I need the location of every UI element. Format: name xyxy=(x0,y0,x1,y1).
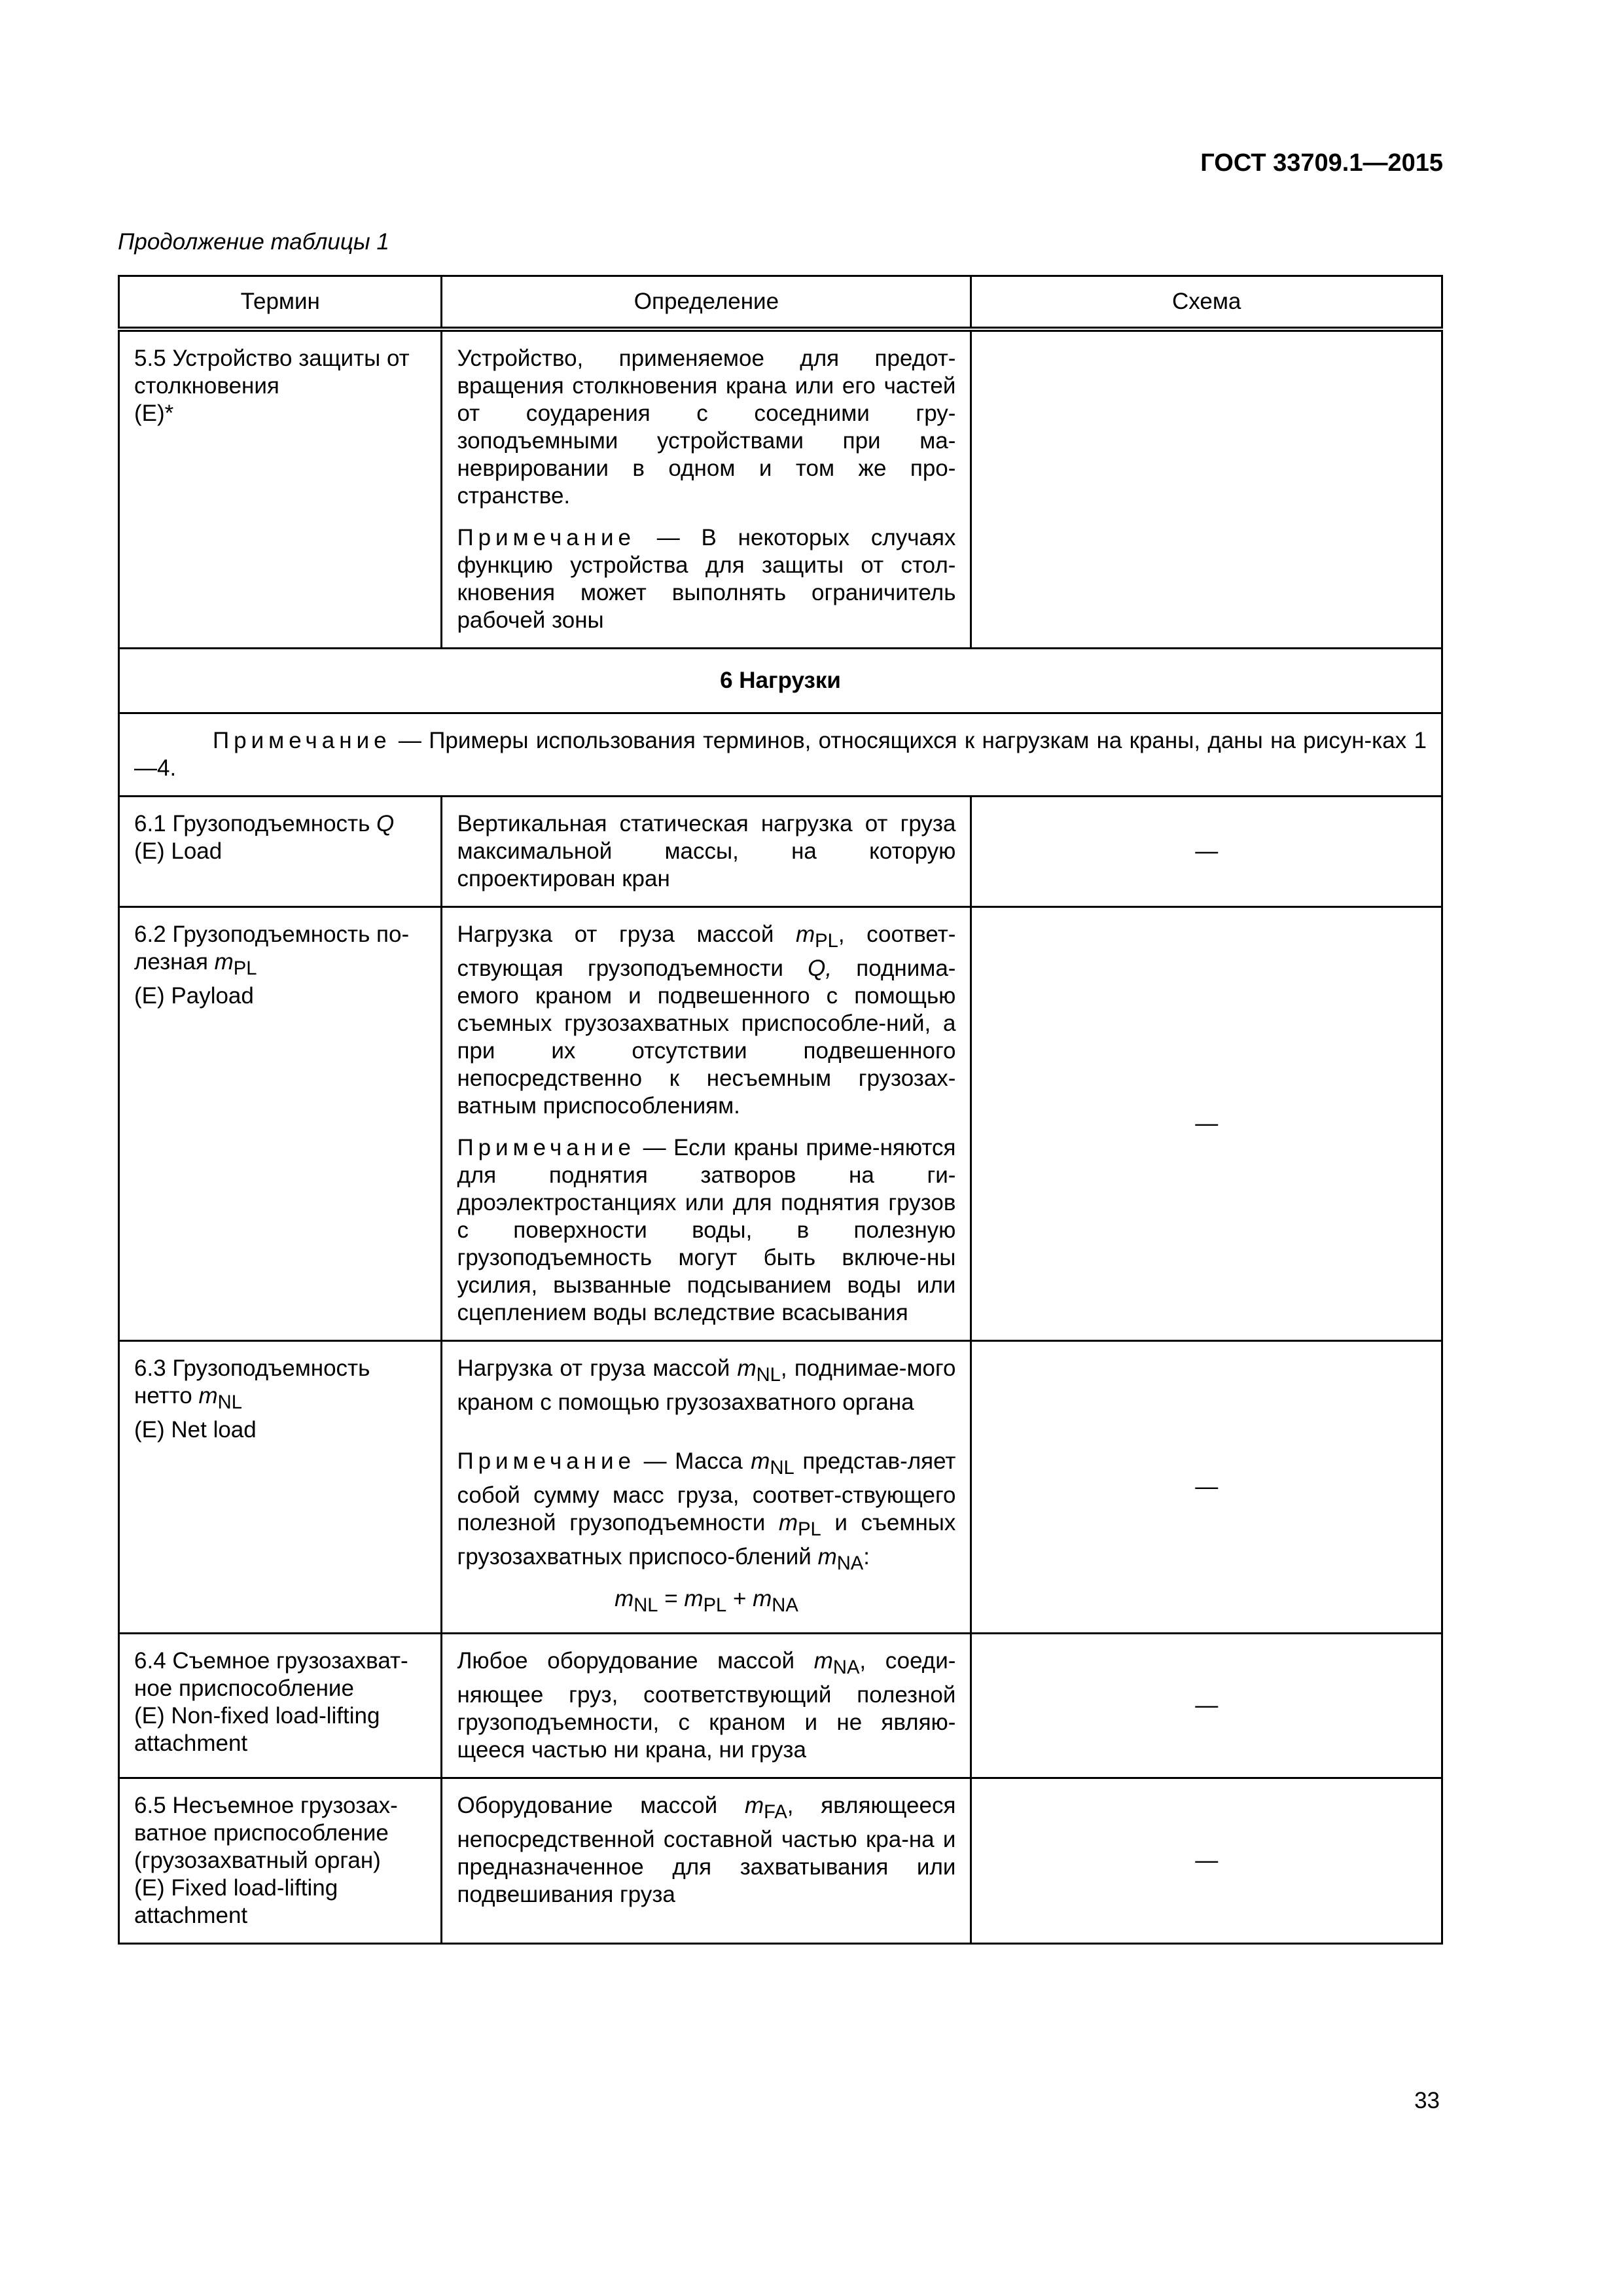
term-name xyxy=(134,810,426,838)
term-text: 6.3 Грузоподъемность нетто xyxy=(134,1355,370,1408)
table-row xyxy=(119,797,1442,907)
terms-table xyxy=(118,275,1443,1945)
section-title-row xyxy=(119,649,1442,713)
term-english: (E)* xyxy=(134,401,174,426)
schema-cell: — xyxy=(971,797,1442,907)
term-symbol: Q xyxy=(376,811,395,836)
definition-subscript: NL xyxy=(756,1365,781,1386)
note-text: — Примеры использования терминов, относящихся к нагрузкам на краны, даны на рисун-ках 1—4. xyxy=(134,728,1427,781)
term-name: 6.5 Несъемное грузозах-ватное приспособление (грузозахватный орган) xyxy=(134,1793,398,1873)
definition-symbol: m xyxy=(796,922,815,947)
table-continuation-caption: Продолжение таблицы 1 xyxy=(118,229,389,255)
note-fragment: представ-ляет собой сумму масс груза, соответ-ствующего полезной грузоподъемности xyxy=(457,1448,956,1535)
term-cell xyxy=(119,797,442,907)
table-row xyxy=(119,1778,1442,1944)
definition-text xyxy=(457,1355,955,1416)
term-cell xyxy=(119,907,442,1341)
term-english: (E) Load xyxy=(134,838,223,864)
formula-subscript: NL xyxy=(633,1595,658,1616)
header-term: Термин xyxy=(119,276,442,330)
definition-cell xyxy=(442,907,971,1341)
definition-note xyxy=(457,1134,955,1327)
definition-fragment: , соответ-ствующая грузоподъемности xyxy=(457,922,956,981)
definition-cell xyxy=(442,329,971,649)
term-name: 5.5 Устройство защиты от столкновения xyxy=(134,346,410,399)
definition-subscript: NA xyxy=(832,1657,860,1678)
term-english: (E) Non-fixed load-lifting attachment xyxy=(134,1703,380,1756)
note-label: Примечание xyxy=(457,1135,636,1160)
term-english: (E) Fixed load-lifting attachment xyxy=(134,1875,338,1928)
formula xyxy=(457,1585,955,1619)
definition-cell xyxy=(442,797,971,907)
definition-note xyxy=(457,1448,955,1577)
definition-fragment: Оборудование массой xyxy=(457,1793,745,1818)
term-symbol: m xyxy=(214,949,234,975)
table-row xyxy=(119,329,1442,649)
note-label: Примечание xyxy=(457,1448,636,1474)
schema-cell: — xyxy=(971,907,1442,1341)
definition-text: Вертикальная статическая нагрузка от груза максимальной массы, на которую спроектирован кран xyxy=(457,811,956,891)
term-symbol: m xyxy=(198,1383,218,1408)
note-label: Примечание xyxy=(213,728,391,753)
definition-fragment: , являющееся непосредственной составной частью кра-на и предназначенное для захватывания или подвешивания груза xyxy=(457,1793,956,1907)
formula-symbol: m xyxy=(615,1586,634,1611)
definition-text xyxy=(457,921,955,1120)
formula-operator: = xyxy=(658,1586,685,1611)
header-definition: Определение xyxy=(442,276,971,330)
term-name xyxy=(134,1355,426,1416)
term-english: (E) Net load xyxy=(134,1417,257,1443)
definition-symbol: m xyxy=(737,1355,757,1381)
section-title: 6 Нагрузки xyxy=(119,649,1442,713)
term-cell xyxy=(119,1778,442,1944)
definition-subscript: PL xyxy=(815,931,838,952)
schema-cell: — xyxy=(971,1778,1442,1944)
page-number: 33 xyxy=(1414,2088,1440,2113)
table-row xyxy=(119,1634,1442,1778)
note-text: — В некоторых случаях функцию устройства для защиты от стол-кновения может выполнять ограничитель рабочей зоны xyxy=(457,525,956,633)
definition-symbol: Q, xyxy=(808,956,832,981)
definition-text: Устройство, применяемое для предот-вращения столкновения крана или его частей от соударения с соседними гру-зоподъемными устройствами при ма-неврировании в одном и том же про-странстве. xyxy=(457,346,956,509)
note-text: — Если краны приме-няются для поднятия затворов на ги-дроэлектростанциях или для поднятия грузов с поверхности воды, в полезную грузоподъемность могут быть включе-ны усилия, вызванные подсыванием воды или сцеплением воды вследствие всасывания xyxy=(457,1135,956,1325)
note-symbol: m xyxy=(778,1510,798,1535)
definition-symbol: m xyxy=(813,1648,833,1674)
definition-fragment: Нагрузка от груза массой xyxy=(457,1355,738,1381)
note-symbol: m xyxy=(817,1544,837,1570)
term-cell xyxy=(119,1634,442,1778)
definition-cell xyxy=(442,1341,971,1634)
term-text: 6.1 Грузоподъемность xyxy=(134,811,377,836)
note-subscript: NL xyxy=(770,1458,794,1479)
note-label: Примечание xyxy=(457,525,636,550)
term-cell xyxy=(119,1341,442,1634)
formula-subscript: NA xyxy=(772,1595,798,1616)
formula-symbol: m xyxy=(684,1586,704,1611)
note-fragment: — Масса xyxy=(635,1448,751,1474)
term-subscript: NL xyxy=(217,1392,242,1413)
header-schema: Схема xyxy=(971,276,1442,330)
definition-fragment: Любое оборудование массой xyxy=(457,1648,814,1674)
term-subscript: PL xyxy=(233,958,257,979)
definition-cell xyxy=(442,1634,971,1778)
note-subscript: NA xyxy=(836,1553,864,1574)
definition-fragment: Нагрузка от груза массой xyxy=(457,922,796,947)
definition-text xyxy=(457,1647,955,1764)
formula-symbol: m xyxy=(753,1586,772,1611)
formula-subscript: PL xyxy=(703,1595,727,1616)
note-subscript: PL xyxy=(798,1519,821,1540)
note-fragment: и съемных грузозахватных приспосо-блений xyxy=(457,1510,956,1570)
table-row xyxy=(119,1341,1442,1634)
definition-fragment: , соеди-няющее груз, соответствующий полезной грузоподъемности, с краном и не являю-щееся частью ни крана, ни груза xyxy=(457,1648,956,1763)
term-name: 6.4 Съемное грузозахват-ное приспособление xyxy=(134,1648,408,1701)
note-symbol: m xyxy=(751,1448,770,1474)
section-note xyxy=(119,713,1442,797)
table-row xyxy=(119,907,1442,1341)
definition-subscript: FA xyxy=(764,1802,787,1823)
term-cell xyxy=(119,329,442,649)
table-header-row xyxy=(119,276,1442,330)
formula-operator: + xyxy=(726,1586,753,1611)
term-text: 6.2 Грузоподъемность по-лезная xyxy=(134,922,410,975)
schema-cell: — xyxy=(971,1634,1442,1778)
schema-cell xyxy=(971,329,1442,649)
definition-text xyxy=(457,1792,955,1909)
term-name xyxy=(134,921,426,982)
definition-cell xyxy=(442,1778,971,1944)
definition-note xyxy=(457,524,955,634)
term-english: (E) Payload xyxy=(134,983,254,1009)
definition-fragment: поднима-емого краном и подвешенного с помощью съемных грузозахватных приспособле-ний, а при их отсутствии подвешенного непосредственно к несъемным грузозах-ватным приспособлениям. xyxy=(457,956,956,1119)
note-fragment: : xyxy=(863,1544,870,1570)
document-code: ГОСТ 33709.1—2015 xyxy=(1200,149,1443,177)
section-note-row xyxy=(119,713,1442,797)
definition-fragment: , поднимае-мого краном с помощью грузозахватного органа xyxy=(457,1355,956,1415)
schema-cell: — xyxy=(971,1341,1442,1634)
definition-symbol: m xyxy=(744,1793,764,1818)
